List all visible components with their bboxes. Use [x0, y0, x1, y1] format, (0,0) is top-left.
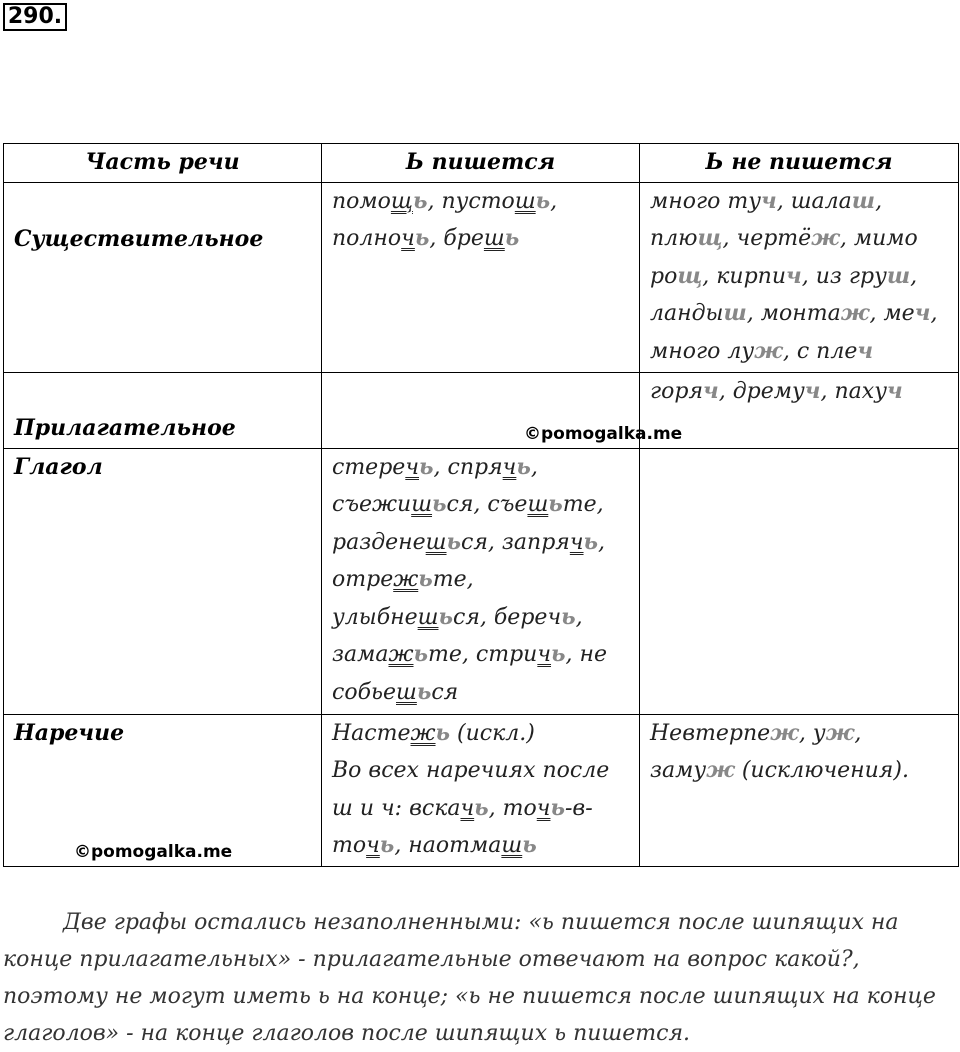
part-adjective: Прилагательное: [4, 372, 322, 448]
cell-yes: [322, 182, 640, 372]
cell-line: Невтерпеж, уж,: [650, 719, 862, 746]
watermark: ©pomogalka.me: [74, 841, 233, 862]
cell-line: помощь, пустошь,: [332, 187, 558, 214]
part-adverb-label: Наречие: [14, 719, 125, 746]
cell-line: ш и ч: вскачь, точь-в-: [332, 794, 593, 821]
cell-line: горяч, дремуч, пахуч: [650, 377, 903, 404]
cell-no: [640, 372, 959, 448]
header-soft-sign-written: Ь пишется: [322, 144, 640, 183]
cell-line: улыбнешься, беречь,: [332, 603, 583, 630]
part-verb: Глагол: [4, 448, 322, 714]
row-adverb: [4, 714, 959, 866]
cell-no: [640, 448, 959, 714]
cell-line: стеречь, спрячь,: [332, 453, 538, 480]
cell-line: Во всех наречиях после: [332, 758, 610, 783]
cell-line: ландыш, монтаж, меч,: [650, 300, 938, 326]
cell-no: [640, 182, 959, 372]
header-soft-sign-not-written: Ь не пишется: [640, 144, 959, 183]
cell-line: рощ, кирпич, из груш,: [650, 262, 918, 289]
watermark: ©pomogalka.me: [524, 423, 683, 444]
cell-line: много туч, шалаш,: [650, 187, 883, 214]
cell-line: разденешься, запрячь,: [332, 528, 606, 555]
part-adverb: [4, 714, 322, 866]
table-header-row: [4, 144, 959, 183]
cell-yes: [322, 714, 640, 866]
cell-line: полночь, брешь: [332, 225, 520, 251]
cell-line: съежишься, съешьте,: [332, 491, 604, 517]
cell-line: собьешься: [332, 678, 459, 705]
cell-line: отрежьте,: [332, 566, 474, 592]
exercise-number: 290.: [3, 3, 67, 31]
cell-yes: [322, 372, 683, 448]
row-noun: [4, 182, 959, 372]
header-part-of-speech: Часть речи: [4, 144, 322, 183]
cell-line: замажьте, стричь, не: [332, 641, 608, 667]
cell-line: плющ, чертёж, мимо: [650, 225, 918, 251]
part-noun: Существительное: [4, 182, 322, 372]
row-adjective: [4, 372, 959, 448]
cell-line: много луж, с плеч: [650, 337, 874, 364]
cell-line: точь, наотмашь: [332, 832, 537, 858]
cell-no: [640, 714, 959, 866]
spelling-table: [3, 143, 959, 867]
row-verb: [4, 448, 959, 714]
cell-line: замуж (исключения).: [650, 757, 909, 783]
cell-yes: [322, 448, 640, 714]
explanation-paragraph: Две графы остались незаполненными: «ь пишется после шипящих на конце прилагательных» - прилагательные отвечают на вопрос какой?, поэтому не могут иметь ь на конце; «ь не пишется после шипящих на конце глаголов» - на конце глаголов после шипящих ь пишется.: [3, 910, 936, 1046]
cell-line: Настежь (искл.): [332, 719, 535, 746]
